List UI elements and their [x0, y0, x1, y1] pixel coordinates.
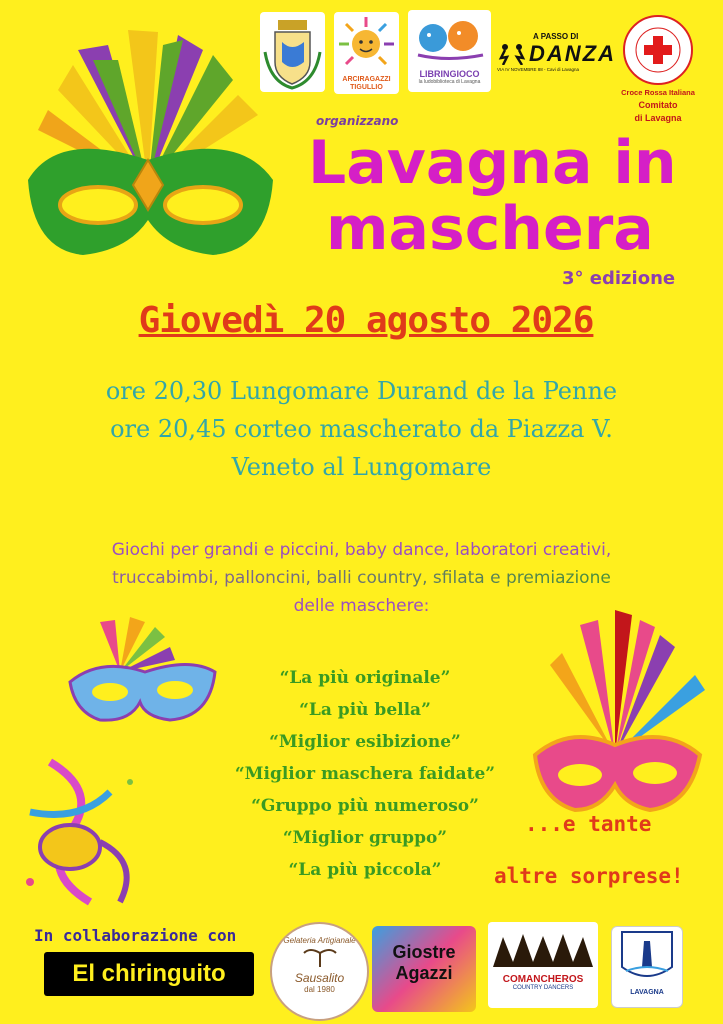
- arciragazzi-logo: [334, 12, 399, 94]
- gelateria-logo: [270, 922, 369, 1021]
- prize-item: “Miglior maschera faidate”: [234, 764, 496, 784]
- danza-logo: [497, 32, 619, 82]
- croce-rossa-logo: [622, 14, 694, 86]
- edition-label: 3° edizione: [562, 268, 676, 289]
- cri-line3: di Lavagna: [634, 113, 682, 123]
- lavagna-logo: [611, 926, 683, 1008]
- description-line-2: truccabimbi, palloncini, balli country, sfilata e premiazione: [0, 564, 723, 592]
- comancheros-logo: [488, 922, 598, 1008]
- surprise-line-1: ...e tante: [525, 812, 652, 836]
- prize-item: “Gruppo più numeroso”: [251, 796, 479, 816]
- puppets-icon: [408, 10, 491, 65]
- comancheros-label-2: COUNTRY DANCERS: [512, 985, 574, 991]
- cri-line1: Croce Rossa Italiana: [621, 88, 695, 97]
- lighthouse-icon: [612, 927, 682, 985]
- streamer-illustration: [10, 752, 150, 912]
- prize-item: “La più piccola”: [288, 860, 442, 880]
- lavagna-label: LAVAGNA: [630, 989, 664, 996]
- red-cross-icon: [622, 14, 694, 86]
- palm-icon: [300, 945, 340, 967]
- gelateria-top-label: Gelateria Artigianale: [283, 936, 356, 945]
- prizes-list: [160, 662, 570, 886]
- prize-item: “La più originale”: [279, 668, 451, 688]
- libringioco-title: LIBRINGIOCO: [419, 69, 480, 79]
- danza-main-label: DANZA: [529, 41, 616, 66]
- schedule-line-2: ore 20,45 corteo mascherato da Piazza V.: [110, 415, 613, 443]
- arciragazzi-label: ARCIRAGAZZI TIGULLIO: [342, 76, 391, 91]
- prize-item: “La più bella”: [299, 700, 431, 720]
- chiringuito-label: El chiringuito: [72, 960, 226, 987]
- danza-address: VIA IV NOVEMBRE 88 - Cavi di Lavagna: [497, 67, 580, 72]
- giostre-logo: [372, 926, 476, 1012]
- prize-item: “Miglior esibizione”: [269, 732, 461, 752]
- crest-icon: [260, 12, 325, 92]
- comancheros-label-1: COMANCHEROS: [502, 974, 584, 985]
- organizzano-label: organizzano: [316, 114, 399, 128]
- collab-label: In collaborazione con: [34, 926, 237, 945]
- libringioco-logo: [408, 10, 491, 92]
- giostre-label-1: Giostre: [392, 942, 456, 962]
- schedule-line-1: ore 20,30 Lungomare Durand de la Penne: [105, 377, 618, 405]
- danza-top-label: A PASSO DI: [533, 32, 579, 41]
- schedule-block: [0, 372, 723, 486]
- libringioco-subtitle: la ludobiblioteca di Lavagna: [418, 79, 481, 85]
- title-line-2: maschera: [326, 194, 654, 264]
- sun-face-icon: [334, 12, 399, 72]
- dancers-icon: [497, 43, 529, 65]
- gelateria-bot-label: dal 1980: [304, 985, 335, 994]
- prize-item: “Miglior gruppo”: [282, 828, 448, 848]
- comune-crest-logo: [260, 12, 325, 92]
- surprise-line-2: altre sorprese!: [494, 864, 684, 888]
- title-line-1: Lavagna in: [308, 128, 677, 198]
- cri-line2: Comitato: [638, 100, 678, 110]
- gelateria-mid-label: Sausalito: [294, 971, 345, 985]
- schedule-line-3: Veneto al Lungomare: [231, 453, 492, 481]
- carnival-mask-illustration: [18, 20, 283, 275]
- description-line-1: Giochi per grandi e piccini, baby dance, laboratori creativi,: [111, 540, 612, 560]
- giostre-label-2: Agazzi: [395, 963, 453, 983]
- chiringuito-logo: [44, 952, 254, 996]
- event-date: Giovedì 20 agosto 2026: [138, 300, 594, 341]
- description-line-3: delle maschere:: [293, 596, 430, 616]
- horse-riders-icon: [488, 922, 598, 970]
